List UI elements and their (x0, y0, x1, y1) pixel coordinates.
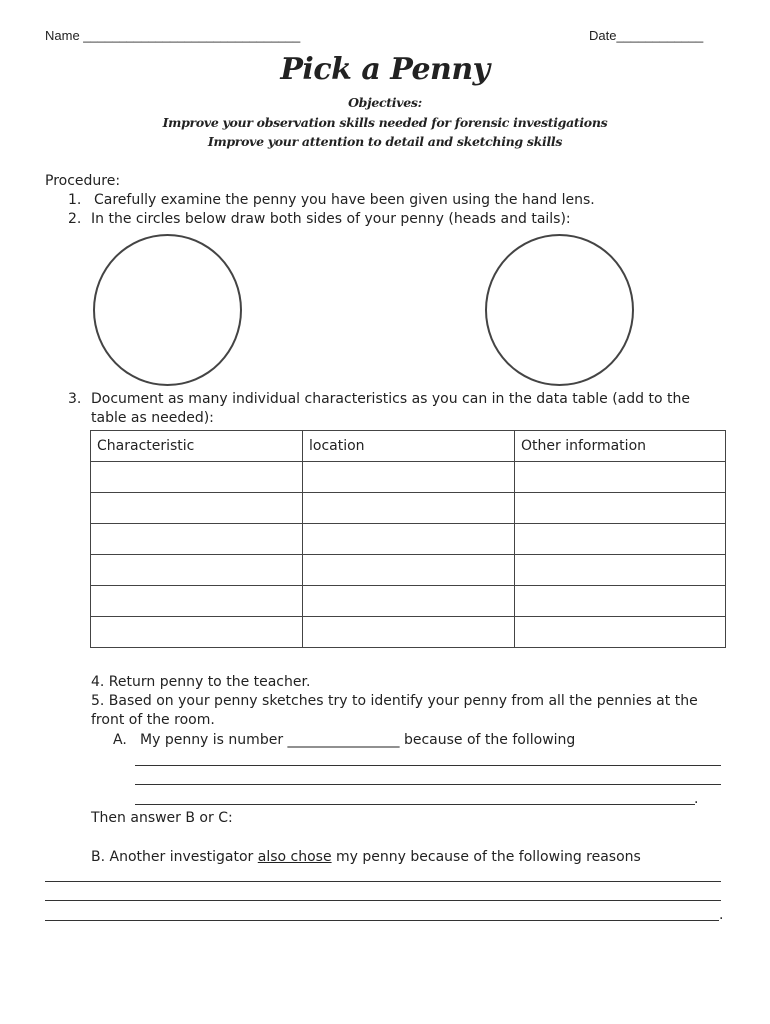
date-field-label: Date____________ (589, 28, 704, 43)
table-cell[interactable] (91, 524, 303, 555)
table-cell[interactable] (303, 555, 515, 586)
table-cell[interactable] (515, 617, 726, 648)
page-title: Pick a Penny (280, 52, 490, 87)
answer-b-line-2[interactable] (45, 900, 721, 901)
step-4-text: 4. Return penny to the teacher. (91, 674, 311, 690)
option-a-text-2: because of the following (403, 732, 576, 748)
table-cell[interactable] (515, 524, 726, 555)
table-cell[interactable] (303, 493, 515, 524)
table-cell[interactable] (515, 555, 726, 586)
answer-b-period: . (719, 907, 724, 923)
table-cell[interactable] (303, 617, 515, 648)
step-5-text-line-1: 5. Based on your penny sketches try to identify your penny from all the pennies at the (91, 693, 698, 709)
table-cell[interactable] (91, 462, 303, 493)
option-a-text (140, 731, 575, 750)
table-cell[interactable] (91, 493, 303, 524)
answer-a-line-2[interactable] (135, 784, 721, 785)
step-1-number: 1. (68, 192, 82, 208)
header-other-information: Other information (515, 431, 726, 462)
table-cell[interactable] (515, 493, 726, 524)
procedure-label: Procedure: (45, 173, 121, 189)
table-cell[interactable] (91, 586, 303, 617)
name-field-label: Name ______________________________ (45, 28, 301, 43)
table-cell[interactable] (91, 555, 303, 586)
answer-a-line-1[interactable] (135, 765, 721, 766)
table-cell[interactable] (303, 524, 515, 555)
option-b-text (91, 848, 641, 867)
option-b-text-2: my penny because of the following reasons (331, 849, 641, 865)
characteristics-table (90, 430, 726, 648)
table-row (91, 586, 726, 617)
step-2-text: In the circles below draw both sides of your penny (heads and tails): (91, 211, 571, 227)
header-characteristic: Characteristic (91, 431, 303, 462)
table-row (91, 462, 726, 493)
then-answer-text: Then answer B or C: (91, 810, 233, 826)
objective-line-1: Improve your observation skills needed for forensic investigations (162, 115, 608, 130)
table-row (91, 617, 726, 648)
table-cell[interactable] (515, 586, 726, 617)
header-location: location (303, 431, 515, 462)
step-3-text-line-1: Document as many individual characteristics as you can in the data table (add to the (91, 391, 690, 407)
heads-sketch-circle[interactable] (93, 234, 242, 386)
option-b-text-1: B. Another investigator (91, 849, 258, 865)
step-3-number: 3. (68, 391, 82, 407)
option-a-label: A. (113, 732, 127, 748)
step-3-text-line-2: table as needed): (91, 410, 214, 426)
step-1-text: Carefully examine the penny you have been given using the hand lens. (94, 192, 595, 208)
table-cell[interactable] (303, 462, 515, 493)
table-row (91, 555, 726, 586)
table-cell[interactable] (515, 462, 726, 493)
option-a-text-1: My penny is number (140, 732, 284, 748)
option-b-underlined: also chose (257, 849, 332, 865)
table-header-row (91, 431, 726, 462)
step-2-number: 2. (68, 211, 82, 227)
objectives-heading: Objectives: (348, 95, 422, 110)
answer-b-line-3[interactable] (45, 920, 719, 921)
answer-a-period: . (694, 791, 699, 807)
step-5-text-line-2: front of the room. (91, 712, 215, 728)
answer-b-line-1[interactable] (45, 881, 721, 882)
table-row (91, 493, 726, 524)
table-cell[interactable] (303, 586, 515, 617)
tails-sketch-circle[interactable] (485, 234, 634, 386)
objective-line-2: Improve your attention to detail and sketching skills (207, 134, 563, 149)
answer-a-line-3[interactable] (135, 804, 695, 805)
penny-number-blank[interactable]: ________________ (287, 732, 400, 748)
table-cell[interactable] (91, 617, 303, 648)
table-row (91, 524, 726, 555)
